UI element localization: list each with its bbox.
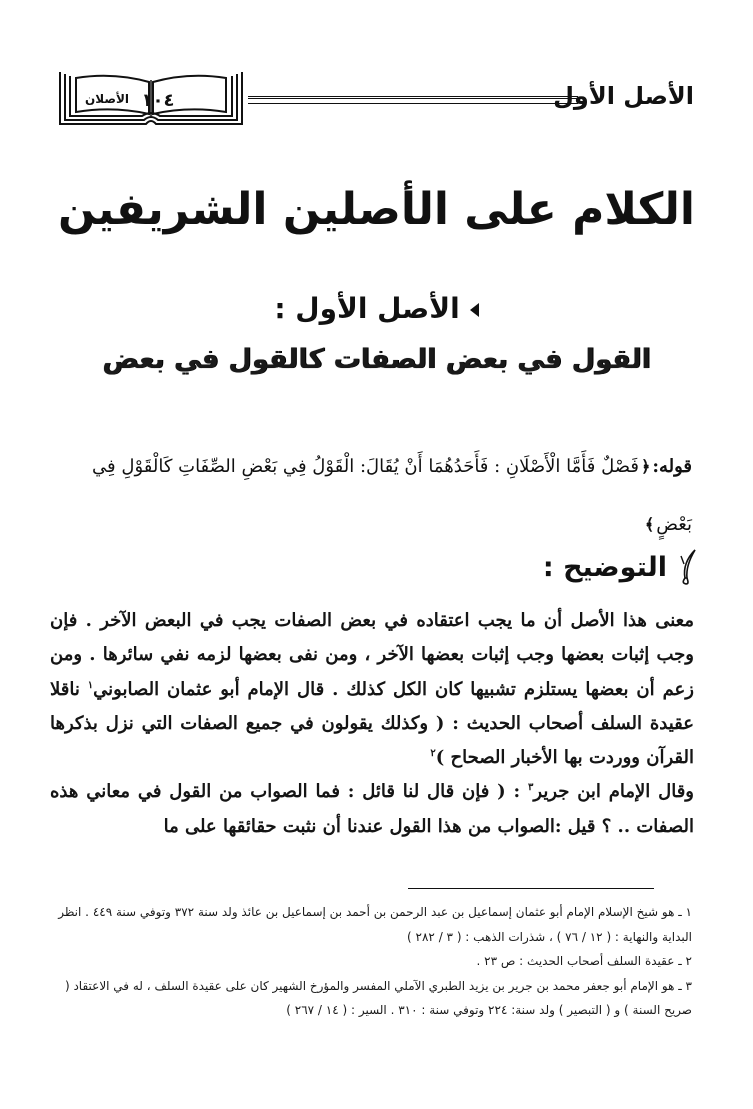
header-rule xyxy=(248,96,578,104)
quote-lead: قوله: xyxy=(652,456,692,477)
header-section-title: الأصل الأول xyxy=(553,82,694,110)
section-heading xyxy=(0,292,753,325)
quote-open-mark: ﴿ xyxy=(640,457,651,476)
page-number: ١٠٤ xyxy=(141,90,175,111)
section-title-text: الأصل الأول : xyxy=(274,292,460,325)
footnotes xyxy=(50,900,692,1023)
footnote: ٣ ـ هو الإمام أبو جعفر محمد بن جرير بن يزيد الطبري الآملي المفسر والمؤرخ الشهير كان على عقيدة السلف ، له في الاعتقاد ( صريح السنة ) و ( التبصير ) ولد سنة: ٢٢٤ وتوفي سنة : ٣١٠ . السير : ( ١٤ / ٢٦٧ ) xyxy=(64,978,692,1017)
running-header xyxy=(58,68,694,130)
section-subtitle: القول في بعض الصفات كالقول في بعض xyxy=(102,344,651,375)
footnote-mark: ٣ xyxy=(528,782,534,794)
open-book-icon xyxy=(58,68,244,128)
quoted-text-block xyxy=(50,438,692,554)
footnote-mark: ٢ xyxy=(430,748,436,760)
book-label: الأصلان xyxy=(85,92,129,106)
body-paragraph: وقال الإمام ابن جرير$^٣$ : ( فإن قال لنا قائل : فما الصواب من القول في معاني هذه الصفات .. ؟ قيل :الصواب من هذا القول عندنا أن نثبت حقائقها على ما xyxy=(50,781,694,837)
footnote: ٢ ـ عقيدة السلف أصحاب الحديث : ص ٢٣ . xyxy=(476,954,692,968)
explanation-heading xyxy=(543,548,701,586)
footnote: ١ ـ هو شيخ الإسلام الإمام أبو عثمان إسماعيل بن عبد الرحمن بن أحمد بن إسماعيل بن عائذ ولد سنة ٣٧٢ وتوفي سنة ٤٤٩ . انظر البداية والنهاية : ( ١٢ / ٧٦ ) ، شذرات الذهب : ( ٣ / ٢٨٢ ) xyxy=(58,905,692,944)
explanation-heading-text: التوضيح : xyxy=(542,551,667,583)
quote-text: فَصْلٌ فَأَمَّا الْأَصْلَانِ : فَأَحَدُهُمَا أَنْ يُقَالَ: الْقَوْلُ فِي بَعْضِ الصِّفَاتِ كَالْقَوْلِ فِي بَعْضٍ xyxy=(92,456,692,535)
page-title: الكلام على الأصلين الشريفين xyxy=(58,184,695,235)
explanation-body xyxy=(50,604,694,844)
quill-icon xyxy=(677,548,701,586)
quote-close-mark: ﴾ xyxy=(644,515,655,534)
footnote-separator xyxy=(408,888,654,889)
triangle-left-icon xyxy=(470,303,479,317)
body-paragraph: معنى هذا الأصل أن ما يجب اعتقاده في بعض الصفات يجب في البعض الآخر . فإن وجب إثبات بعضها وجب إثبات بعضها الآخر ، ومن نفى بعضها لزمه نفي سائرها . ومن زعم أن بعضها يستلزم تشبيها كان الكل كذلك . قال الإمام أبو عثمان الصابوني$^١$ ناقلا عقيدة السلف أصحاب الحديث : ( وكذلك يقولون في جميع الصفات التي نزل بذكرها القرآن ووردت بها الأخبار الصحاح )$^٢$ xyxy=(50,610,694,769)
footnote-mark: ١ xyxy=(87,679,94,691)
